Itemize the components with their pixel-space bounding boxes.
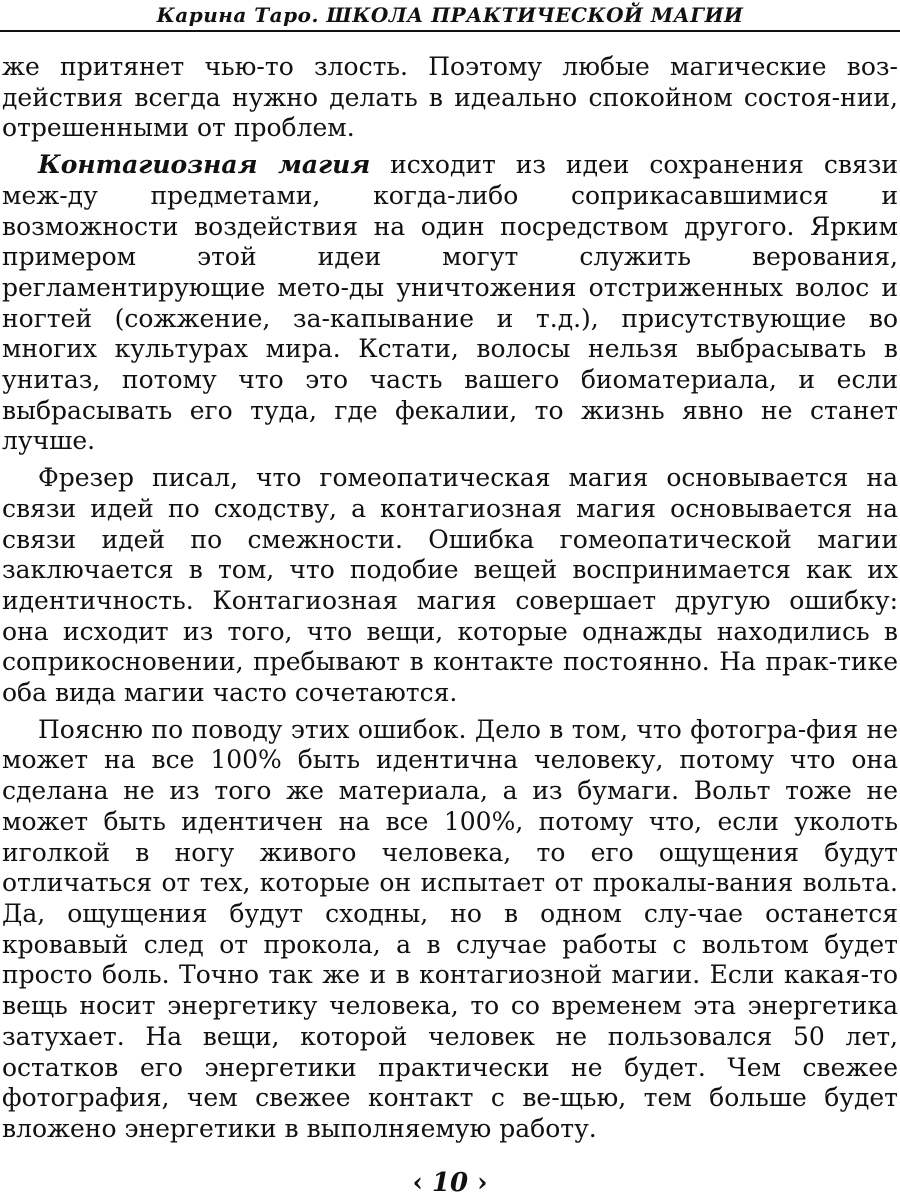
page-body xyxy=(0,52,900,1151)
folio-right-mark: › xyxy=(477,1168,488,1198)
running-header xyxy=(0,0,900,32)
paragraph-2-text: исходит из идеи сохранения связи меж-ду предметами, когда-либо соприкасавшимися и возможности воздействия на один посредством другого. Ярким примером этой идеи могут служить верования, регламентирующие мето-ды уничтожения отстриженных волос и ногтей (сожжение, за-капывание и т.д.), присутствующие во многих культурах мира. Кстати, волосы нельзя выбрасывать в унитаз, потому что это часть вашего биоматериала, и если выбрасывать его туда, где фекалии, то жизнь явно не станет лучше. xyxy=(2,150,898,456)
paragraph-2 xyxy=(2,150,898,457)
page-number-footer xyxy=(0,1168,900,1198)
paragraph-4: Поясню по поводу этих ошибок. Дело в том, что фотогра-фия не может на все 100% быть идентична человеку, потому что она сделана не из того же материала, а из бумаги. Вольт тоже не может быть идентичен на все 100%, потому что, если уколоть иголкой в ногу живого человека, то его ощущения будут отличаться от тех, которые он испытает от прокалы-вания вольта. Да, ощущения будут сходны, но в одном слу-чае останется кровавый след от прокола, а в случае работы с вольтом будет просто боль. Точно так же и в контагиозной магии. Если какая-то вещь носит энергетику человека, то со временем эта энергетика затухает. На вещи, которой человек не пользовался 50 лет, остатков его энергетики практически не будет. Чем свежее фотография, чем свежее контакт с ве-щью, тем больше будет вложено энергетики в выполняемую работу. xyxy=(2,714,898,1143)
paragraph-1: же притянет чью-то злость. Поэтому любые магические воз-действия всегда нужно делать в идеально спокойном состоя-нии, отрешенными от проблем. xyxy=(2,52,898,143)
term-contagious-magic: Контагиозная магия xyxy=(38,150,371,180)
paragraph-3: Фрезер писал, что гомеопатическая магия основывается на связи идей по сходству, а контагиозная магия основывается на связи идей по смежности. Ошибка гомеопатической магии заключается в том, что подобие вещей воспринимается как их идентичность. Контагиозная магия совершает другую ошибку: она исходит из того, что вещи, которые однажды находились в соприкосновении, пребывают в контакте постоянно. На прак-тике оба вида магии часто сочетаются. xyxy=(2,463,898,708)
running-title: Карина Таро. ШКОЛА ПРАКТИЧЕСКОЙ МАГИИ xyxy=(156,3,744,27)
folio-left-mark: ‹ xyxy=(412,1168,423,1198)
page-number: 10 xyxy=(431,1168,469,1198)
